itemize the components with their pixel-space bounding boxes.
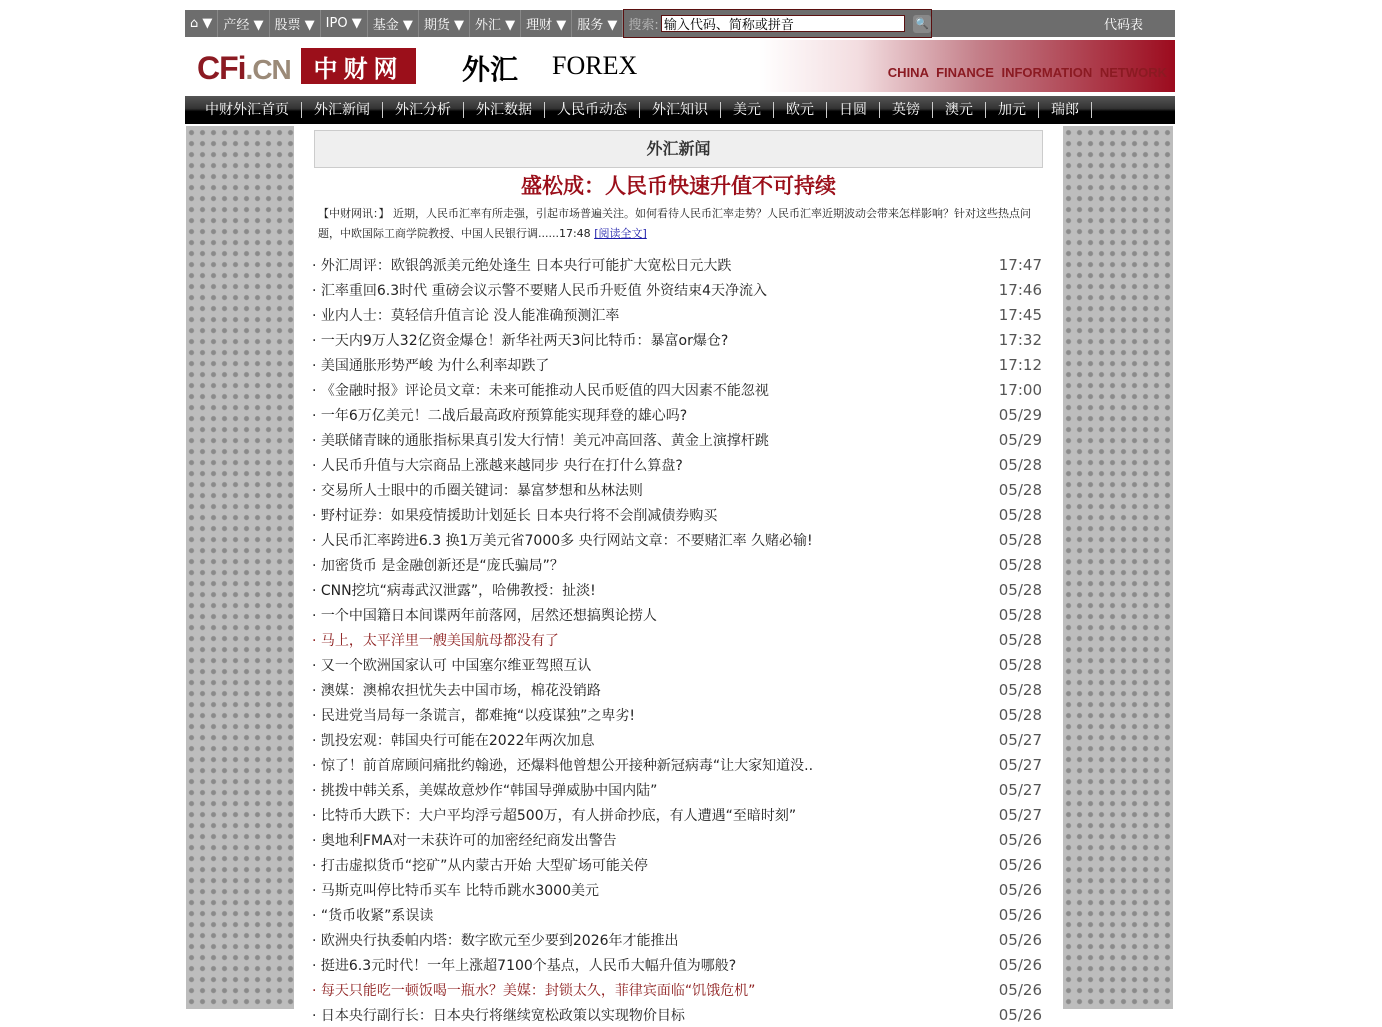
read-more-link[interactable]: [阅读全文] [594,227,647,240]
news-item [312,602,1042,627]
news-item [312,352,1042,377]
news-time: 05/26 [998,880,1042,899]
news-time: 05/29 [998,405,1042,424]
menu-ipo[interactable]: IPO ▼ [321,10,368,37]
nav-item[interactable]: 人民币动态 [545,102,640,118]
news-time: 17:45 [998,305,1042,324]
news-time: 17:12 [998,355,1042,374]
zhongcai-logo[interactable]: 中财网 [301,48,416,84]
menu-services[interactable]: 服务 ▼ [572,10,623,37]
nav-item[interactable]: 美元 [721,102,774,118]
news-time: 05/26 [998,955,1042,974]
main-content [294,126,1063,1024]
news-item [312,552,1042,577]
news-time: 05/26 [998,905,1042,924]
news-time: 05/27 [998,780,1042,799]
menu-futures[interactable]: 期货 ▼ [419,10,470,37]
news-list [312,252,1042,1027]
news-item [312,577,1042,602]
section-name-en: FOREX [552,51,638,80]
news-item [312,327,1042,352]
nav-item[interactable]: 外汇知识 [640,102,721,118]
search-label: 搜索: [628,18,659,33]
news-item [312,677,1042,702]
news-item [312,377,1042,402]
home-menu[interactable]: ⌂ ▼ [185,10,218,37]
news-title[interactable]: · 美国通胀形势严峻 为什么利率却跌了 [312,357,550,374]
news-title[interactable]: · 日本央行副行长：日本央行将继续宽松政策以实现物价目标 [312,1007,685,1024]
news-title[interactable]: · “货币收紧”系误读 [312,907,434,924]
news-time: 05/28 [998,705,1042,724]
news-time: 17:46 [998,280,1042,299]
news-time: 05/28 [998,480,1042,499]
headline-summary: 【中财网讯：】 近期，人民币汇率有所走强，引起市场普遍关注。如何看待人民币汇率走势？人民币汇率近期波动会带来怎样影响？针对这些热点问题，中欧国际工商学院教授、中国人民银行调......17:48 [阅读全文] [318,207,1031,240]
news-item [312,977,1042,1002]
cfi-logo[interactable]: CFi.CN [197,50,291,86]
news-time: 05/28 [998,505,1042,524]
news-item [312,827,1042,852]
search-input[interactable] [661,15,905,32]
nav-item[interactable]: 外汇分析 [383,102,464,118]
search-icon[interactable]: 🔍 [913,15,931,33]
news-item [312,502,1042,527]
site-header [185,40,1175,92]
news-title[interactable]: · 马斯克叫停比特币买车 比特币跳水3000美元 [312,882,599,899]
news-time: 05/26 [998,980,1042,999]
nav-item[interactable]: 日圆 [827,102,880,118]
left-pattern [186,126,294,1009]
news-item [312,252,1042,277]
main-nav [185,96,1175,124]
news-title[interactable]: · 汇率重回6.3时代 重磅会议示警不要赌人民币升贬值 外资结束4天净流入 [312,282,767,299]
news-title[interactable]: · 一年6万亿美元！二战后最高政府预算能实现拜登的雄心吗? [312,407,688,424]
news-title[interactable]: · 澳媒：澳棉农担忧失去中国市场，棉花没销路 [312,682,601,699]
news-item [312,927,1042,952]
news-time: 05/26 [998,830,1042,849]
news-item [312,952,1042,977]
headline-title[interactable]: 盛松成：人民币快速升值不可持续 [521,173,836,198]
news-title[interactable]: · 美联储青睐的通胀指标果真引发大行情！美元冲高回落、黄金上演撑杆跳 [312,432,769,449]
news-item [312,427,1042,452]
news-item [312,452,1042,477]
news-item [312,277,1042,302]
news-item [312,902,1042,927]
nav-item[interactable]: 澳元 [933,102,986,118]
news-item [312,802,1042,827]
menu-chanjing[interactable]: 产经 ▼ [218,10,269,37]
news-time: 05/28 [998,680,1042,699]
news-title[interactable]: · 一个中国籍日本间谍两年前落网，居然还想搞舆论捞人 [312,607,657,624]
news-title[interactable]: · 民进党当局每一条谎言，都难掩“以疫谋独”之卑劣! [312,707,636,724]
news-time: 05/26 [998,930,1042,949]
news-item [312,752,1042,777]
news-title[interactable]: · 打击虚拟货币“挖矿”从内蒙古开始 大型矿场可能关停 [312,857,648,874]
section-name: 外汇 [462,53,519,86]
tagline: CHINA FINANCE INFORMATION NETWORK [887,65,1167,80]
news-title[interactable]: · 奥地利FMA对一未获许可的加密经纪商发出警告 [312,832,617,849]
news-title[interactable]: · 《金融时报》评论员文章：未来可能推动人民币贬值的四大因素不能忽视 [312,382,769,399]
news-time: 05/26 [998,1005,1042,1024]
right-pattern [1063,126,1173,1009]
news-time: 05/28 [998,555,1042,574]
news-time: 05/27 [998,755,1042,774]
news-title[interactable]: · 一天内9万人32亿资金爆仓！新华社两天3问比特币：暴富or爆仓? [312,332,729,349]
news-title[interactable]: · 野村证券：如果疫情援助计划延长 日本央行将不会削减债券购买 [312,507,718,524]
news-time: 05/27 [998,730,1042,749]
news-title[interactable]: · 交易所人士眼中的币圈关键词：暴富梦想和丛林法则 [312,482,643,499]
news-title[interactable]: · 又一个欧洲国家认可 中国塞尔维亚驾照互认 [312,657,592,674]
top-bar [185,10,1175,37]
menu-forex[interactable]: 外汇 ▼ [470,10,521,37]
menu-finance[interactable]: 理财 ▼ [521,10,572,37]
news-title[interactable]: · 人民币汇率跨进6.3 换1万美元省7000多 央行网站文章：不要赌汇率 久赌必输! [312,532,813,549]
nav-item[interactable]: 加元 [986,102,1039,118]
news-title[interactable]: · 人民币升值与大宗商品上涨越来越同步 央行在打什么算盘? [312,457,683,474]
news-time: 05/28 [998,580,1042,599]
news-title[interactable]: · 凯投宏观：韩国央行可能在2022年两次加息 [312,732,595,749]
news-time: 05/28 [998,455,1042,474]
news-item [312,777,1042,802]
news-item [312,627,1042,652]
news-title[interactable]: · 惊了！前首席顾问痛批约翰逊，还爆料他曾想公开接种新冠病毒“让大家知道没.. [312,757,814,774]
search-box [623,9,931,38]
menu-funds[interactable]: 基金 ▼ [368,10,419,37]
news-item [312,852,1042,877]
news-item [312,302,1042,327]
news-time: 05/28 [998,630,1042,649]
news-title[interactable]: · 业内人士：莫轻信升值言论 没人能准确预测汇率 [312,307,620,324]
news-time: 05/26 [998,855,1042,874]
news-title[interactable]: · 每天只能吃一顿饭喝一瓶水？美媒：封锁太久，菲律宾面临“饥饿危机” [312,982,756,999]
nav-item[interactable]: 外汇数据 [464,102,545,118]
news-item [312,702,1042,727]
news-title[interactable]: · 挺进6.3元时代！一年上涨超7100个基点，人民币大幅升值为哪般? [312,957,737,974]
news-time: 05/28 [998,605,1042,624]
news-title[interactable]: · 欧洲央行执委帕内塔：数字欧元至少要到2026年才能推出 [312,932,679,949]
news-time: 05/29 [998,430,1042,449]
nav-item[interactable]: 英镑 [880,102,933,118]
nav-item[interactable]: 中财外汇首页 [185,102,302,118]
news-time: 05/28 [998,655,1042,674]
news-time: 17:47 [998,255,1042,274]
news-title[interactable]: · 加密货币 是金融创新还是“庞氏骗局”？ [312,557,564,574]
news-title[interactable]: · CNN挖坑“病毒武汉泄露”，哈佛教授：扯淡! [312,582,596,599]
news-time: 05/27 [998,805,1042,824]
news-time: 05/28 [998,530,1042,549]
nav-item[interactable]: 欧元 [774,102,827,118]
news-item [312,477,1042,502]
menu-stocks[interactable]: 股票 ▼ [270,10,321,37]
news-item [312,527,1042,552]
section-title: 外汇新闻 [314,130,1043,168]
news-item [312,727,1042,752]
nav-item[interactable]: 瑞郎 [1039,102,1092,118]
news-title[interactable]: · 外汇周评：欧银鸽派美元绝处逢生 日本央行可能扩大宽松日元大跌 [312,257,732,274]
news-title[interactable]: · 挑拨中韩关系，美媒故意炒作“韩国导弹威胁中国内陆” [312,782,658,799]
news-item [312,1002,1042,1027]
news-title[interactable]: · 比特币大跌下：大户平均浮亏超500万，有人拼命抄底，有人遭遇“至暗时刻” [312,807,797,824]
news-title[interactable]: · 马上，太平洋里一艘美国航母都没有了 [312,632,559,649]
news-item [312,402,1042,427]
news-item [312,652,1042,677]
nav-item[interactable]: 外汇新闻 [302,102,383,118]
news-time: 17:32 [998,330,1042,349]
code-table-link[interactable]: 代码表 [1103,18,1143,33]
news-time: 17:00 [998,380,1042,399]
news-item [312,877,1042,902]
